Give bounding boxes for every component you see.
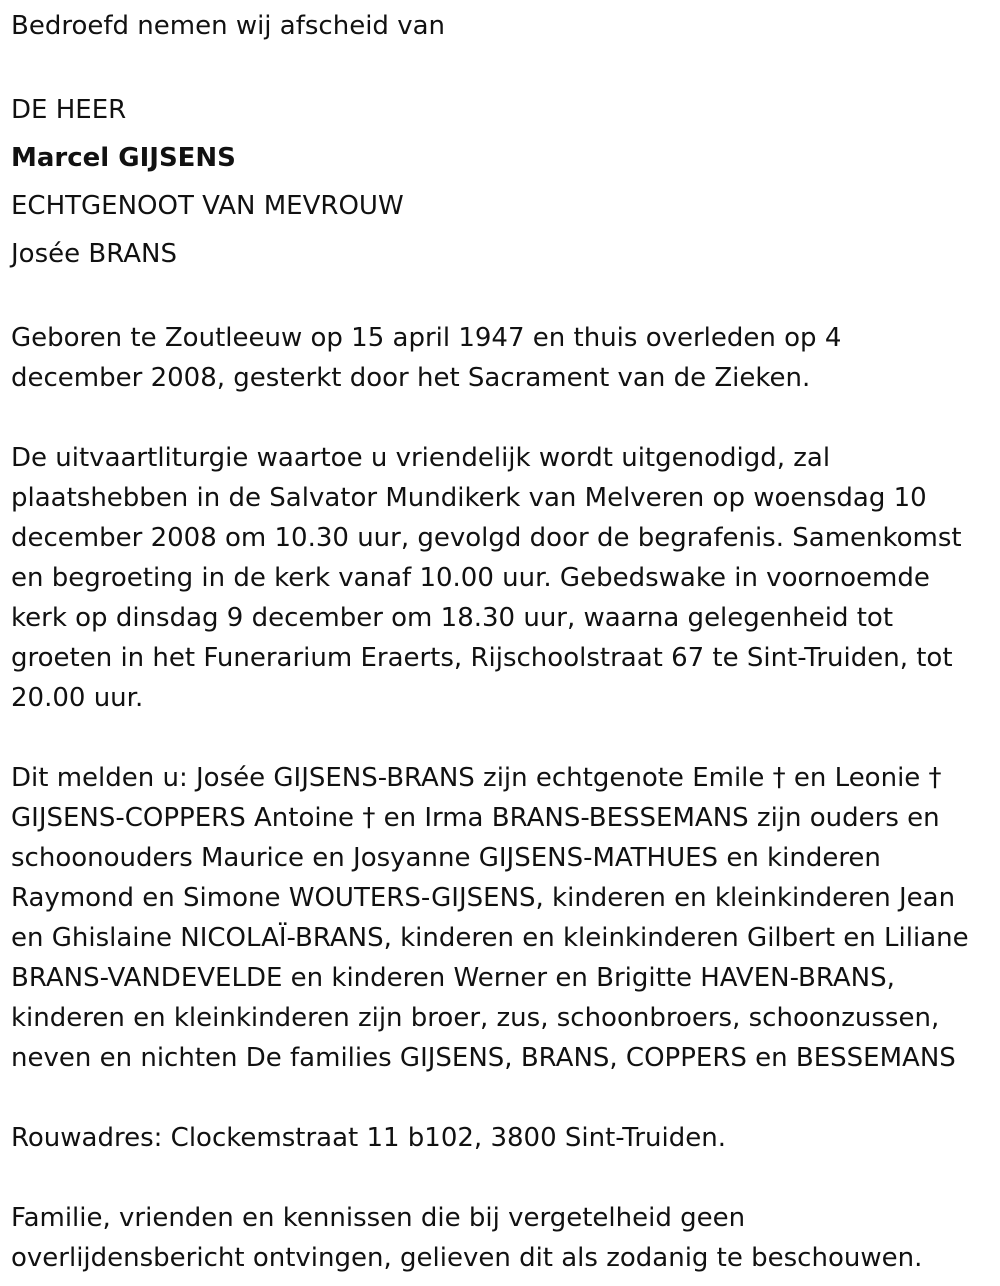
family-line: Dit melden u: Josée GIJSENS-BRANS zijn echtgenote Emile † en Leonie † — [11, 763, 942, 793]
title-prefix: DE HEER — [11, 95, 127, 125]
family-line: BRANS-VANDEVELDE en kinderen Werner en Brigitte HAVEN-BRANS, — [11, 963, 895, 993]
funeral-line: plaatshebben in de Salvator Mundikerk van Melveren op woensdag 10 — [11, 483, 927, 513]
funeral-paragraph — [11, 438, 990, 718]
deceased-name: Marcel GIJSENS — [11, 143, 236, 173]
spouse-name: Josée BRANS — [11, 239, 177, 269]
family-line: en Ghislaine NICOLAÏ-BRANS, kinderen en kleinkinderen Gilbert en Liliane — [11, 923, 969, 953]
family-line: Raymond en Simone WOUTERS-GIJSENS, kinderen en kleinkinderen Jean — [11, 883, 956, 913]
family-line: schoonouders Maurice en Josyanne GIJSENS-MATHUES en kinderen — [11, 843, 881, 873]
birth-death-line: Geboren te Zoutleeuw op 15 april 1947 en thuis overleden op 4 — [11, 323, 842, 353]
family-line: kinderen en kleinkinderen zijn broer, zus, schoonbroers, schoonzussen, — [11, 1003, 940, 1033]
family-line: neven en nichten De families GIJSENS, BRANS, COPPERS en BESSEMANS — [11, 1043, 956, 1073]
intro-text: Bedroefd nemen wij afscheid van — [11, 11, 445, 41]
funeral-line: december 2008 om 10.30 uur, gevolgd door de begrafenis. Samenkomst — [11, 523, 962, 553]
closing-paragraph — [11, 1198, 990, 1278]
mourning-address: Rouwadres: Clockemstraat 11 b102, 3800 Sint-Truiden. — [11, 1123, 726, 1153]
birth-death-line: december 2008, gesterkt door het Sacrament van de Zieken. — [11, 363, 811, 393]
family-line: GIJSENS-COPPERS Antoine † en Irma BRANS-BESSEMANS zijn ouders en — [11, 803, 940, 833]
funeral-line: groeten in het Funerarium Eraerts, Rijschoolstraat 67 te Sint-Truiden, tot — [11, 643, 953, 673]
closing-line: overlijdensbericht ontvingen, gelieven dit als zodanig te beschouwen. — [11, 1243, 923, 1273]
relation-label: ECHTGENOOT VAN MEVROUW — [11, 191, 404, 221]
closing-line: Familie, vrienden en kennissen die bij vergetelheid geen — [11, 1203, 746, 1233]
funeral-line: De uitvaartliturgie waartoe u vriendelijk wordt uitgenodigd, zal — [11, 443, 831, 473]
funeral-line: kerk op dinsdag 9 december om 18.30 uur, waarna gelegenheid tot — [11, 603, 894, 633]
funeral-line: en begroeting in de kerk vanaf 10.00 uur. Gebedswake in voornoemde — [11, 563, 930, 593]
birth-death-paragraph — [11, 318, 990, 398]
family-paragraph — [11, 758, 990, 1078]
funeral-line: 20.00 uur. — [11, 683, 144, 713]
